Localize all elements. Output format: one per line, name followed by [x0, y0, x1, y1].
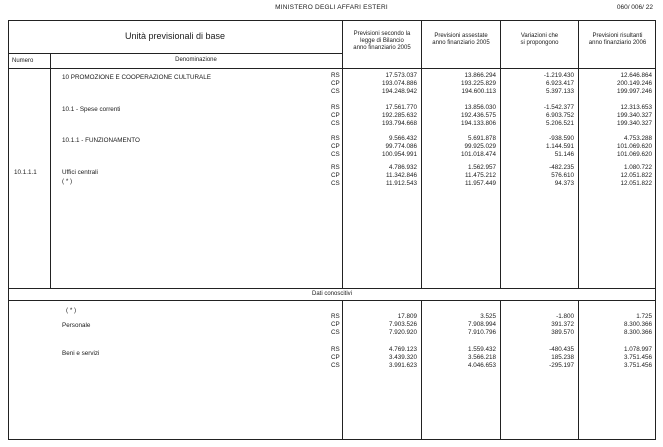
row-label-10: 10 PROMOZIONE E COOPERAZIONE CULTURALE — [62, 74, 211, 81]
row-label-uffici: Uffici centrali — [62, 169, 98, 176]
row-label-10-1-1: 10.1.1 - FUNZIONAMENTO — [62, 137, 140, 144]
dati-col1-personale: 17.809 7.903.526 7.920.920 — [388, 313, 417, 336]
row-codes-uffici: RS CP CS — [331, 164, 340, 187]
unita-heading: Unità previsionali di base — [124, 31, 226, 41]
row-col4-10-1-1: 4.753.288 101.069.620 101.069.620 — [616, 135, 652, 158]
ministry-title: MINISTERO DEGLI AFFARI ESTERI — [275, 4, 388, 11]
row-col1-10-1: 17.561.770 192.285.632 193.794.668 — [381, 104, 417, 127]
dati-conoscitivi-title: Dati conoscitivi — [311, 291, 352, 297]
row-col4-10: 12.646.864 200.149.246 199.997.246 — [616, 72, 652, 95]
col3-heading: Variazioni che si propongono — [520, 33, 559, 46]
row-col1-10: 17.573.037 193.074.886 194.248.942 — [381, 72, 417, 95]
row-col1-10-1-1: 9.566.432 99.774.086 100.954.991 — [381, 135, 417, 158]
row-codes-10-1-1: RS CP CS — [331, 135, 340, 158]
section-divider-top — [8, 288, 656, 289]
row-label-10-1: 10.1 - Spese correnti — [62, 106, 121, 113]
col2-heading: Previsioni assestate anno finanziario 2005 — [432, 33, 490, 46]
row-number-10-1-1-1: 10.1.1.1 — [14, 169, 37, 176]
dati-col4-beni: 1.078.997 3.751.456 3.751.456 — [623, 346, 652, 369]
dati-col4-personale: 1.725 8.300.366 8.300.366 — [623, 313, 652, 336]
dati-label-beni: Beni e servizi — [62, 350, 100, 357]
page-code: 060/ 006/ 22 — [616, 4, 653, 11]
row-codes-10-1: RS CP CS — [331, 104, 340, 127]
dati-col2-personale: 3.525 7.908.994 7.910.796 — [467, 313, 496, 336]
row-col2-10-1-1: 5.691.878 99.925.029 101.018.474 — [460, 135, 496, 158]
row-col2-10-1: 13.856.030 192.436.575 194.133.806 — [460, 104, 496, 127]
dati-col3-personale: -1.800 391.372 389.570 — [551, 313, 574, 336]
row-col4-10-1: 12.313.653 199.340.327 199.340.327 — [616, 104, 652, 127]
section-divider-bottom — [8, 300, 656, 301]
col1-heading: Previsioni secondo la legge di Bilancio anno finanziario 2005 — [353, 31, 411, 51]
row-col3-uffici: -482.235 576.610 94.373 — [549, 164, 574, 187]
dati-col3-beni: -480.435 185.238 -295.197 — [549, 346, 574, 369]
row-col1-uffici: 4.786.932 11.342.846 11.912.543 — [385, 164, 417, 187]
row-col3-10: -1.219.430 6.923.417 5.397.133 — [543, 72, 574, 95]
header-divider — [8, 53, 342, 54]
row-sub-note: ( * ) — [62, 178, 73, 185]
dati-codes-beni: RS CP CS — [331, 346, 340, 369]
denominazione-heading: Denominazione — [175, 57, 217, 63]
row-col2-10: 13.866.294 193.225.829 194.600.113 — [460, 72, 496, 95]
numero-heading: Numero — [12, 58, 34, 64]
dati-label-personale: Personale — [62, 322, 91, 329]
dati-codes-personale: RS CP CS — [331, 313, 340, 336]
row-col4-uffici: 1.080.722 12.051.822 12.051.822 — [620, 164, 652, 187]
row-codes-10: RS CP CS — [331, 72, 340, 95]
header-bottom-line — [8, 68, 656, 69]
row-col3-10-1: -1.542.377 6.903.752 5.206.521 — [543, 104, 574, 127]
dati-col1-beni: 4.769.123 3.439.320 3.991.623 — [388, 346, 417, 369]
row-col2-uffici: 1.562.957 11.475.212 11.957.449 — [464, 164, 496, 187]
row-col3-10-1-1: -938.590 1.144.591 51.146 — [545, 135, 574, 158]
dati-col2-beni: 1.559.432 3.566.218 4.046.653 — [467, 346, 496, 369]
dati-note: ( * ) — [66, 307, 77, 314]
numero-col-line — [50, 53, 51, 288]
col4-heading: Previsioni risultanti anno finanziario 2006 — [588, 33, 647, 46]
